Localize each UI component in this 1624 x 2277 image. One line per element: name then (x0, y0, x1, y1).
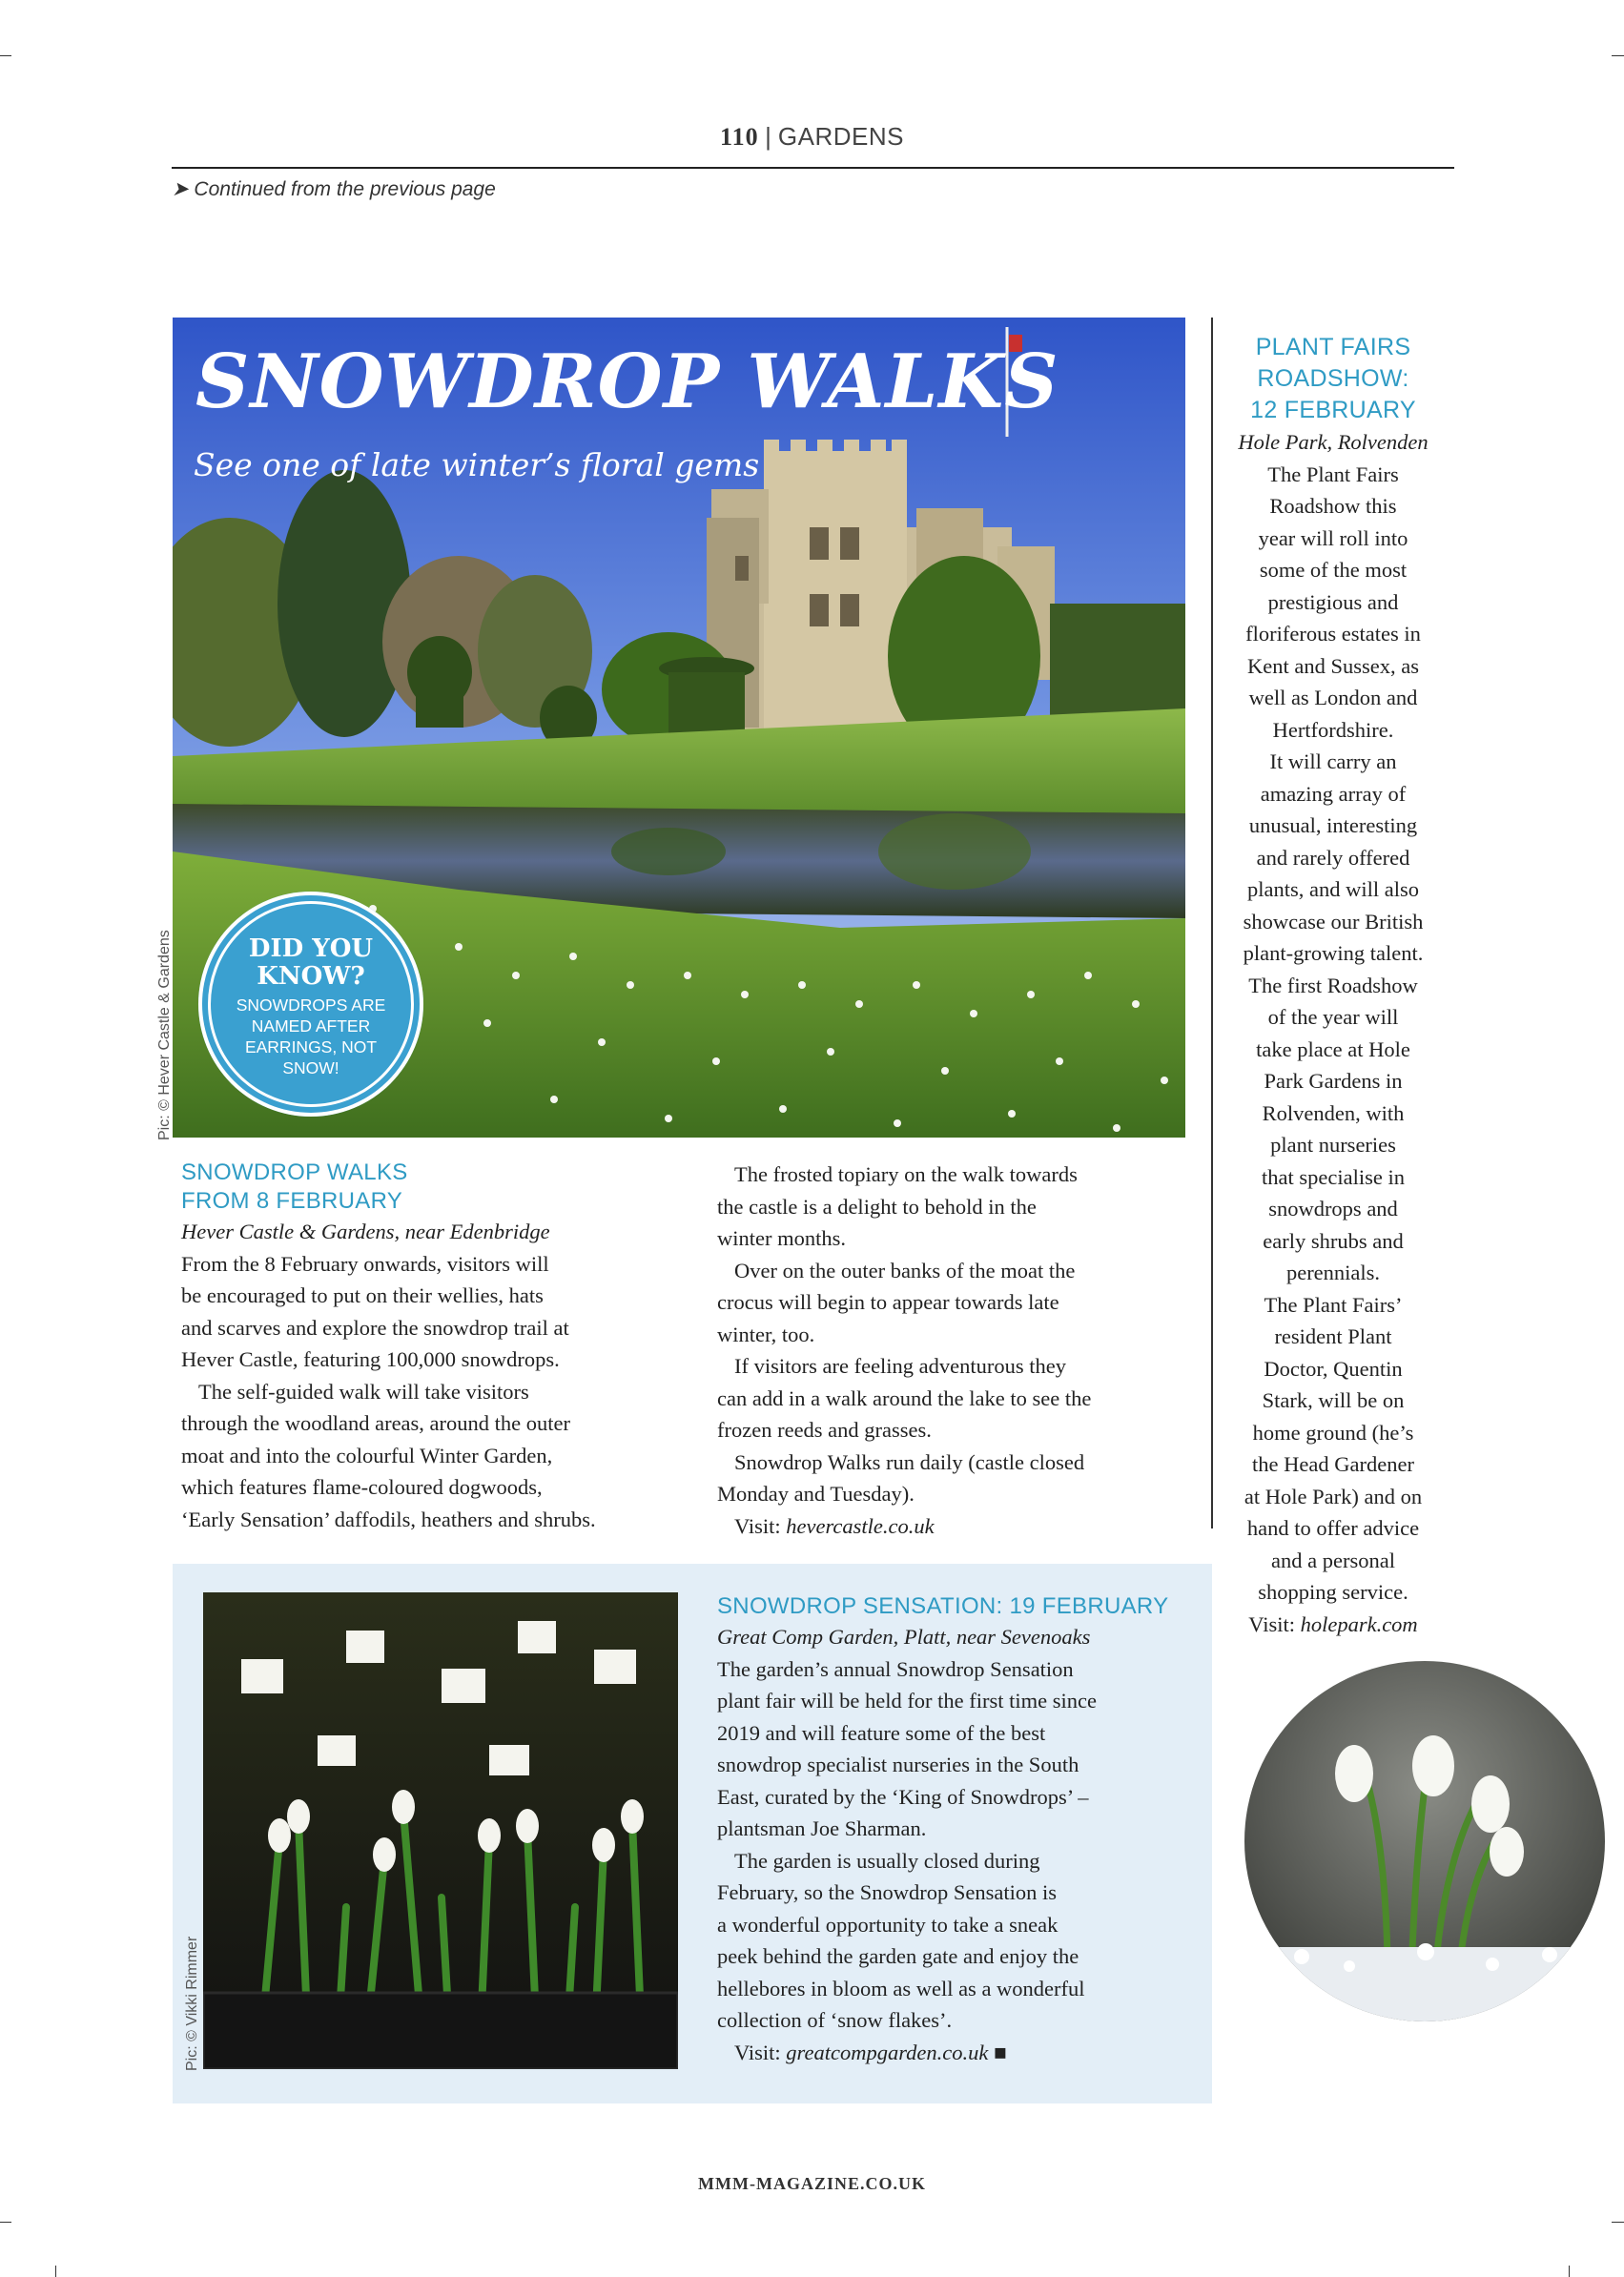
walks-text-line: the castle is a delight to behold in the (717, 1194, 1037, 1219)
sensation-article (717, 1592, 1213, 2068)
sensation-text-line: hellebores in bloom as well as a wonderful (717, 1976, 1085, 2000)
walks-text-line: and scarves and explore the snowdrop trail at (181, 1315, 569, 1340)
plant-fairs-text-line: well as London and (1248, 686, 1418, 709)
plant-fairs-text-line: showcase our British (1243, 909, 1424, 933)
sensation-visit (717, 2037, 1213, 2069)
plant-fairs-text-line: The first Roadshow (1248, 973, 1418, 997)
walks-text-line: Hever Castle, featuring 100,000 snowdrops. (181, 1347, 560, 1371)
sensation-text-line: 2019 and will feature some of the best (717, 1720, 1046, 1745)
plant-fairs-heading-line1: PLANT FAIRS (1255, 334, 1411, 360)
sensation-text-line: collection of ‘snow flakes’. (717, 2008, 953, 2032)
walks-text-line: can add in a walk around the lake to see the (717, 1385, 1092, 1410)
sensation-text-line: plantsman Joe Sharman. (717, 1816, 927, 1840)
crop-mark (0, 2222, 11, 2223)
plant-fairs-text-line: hand to offer advice (1246, 1516, 1420, 1540)
plant-fairs-text-line: amazing array of (1260, 781, 1407, 806)
sensation-photo (203, 1592, 678, 2069)
plant-fairs-location: Hole Park, Rolvenden (1238, 430, 1429, 454)
walks-text-line: through the woodland areas, around the outer (181, 1411, 570, 1435)
walks-text-line: which features flame-coloured dogwoods, (181, 1475, 543, 1499)
plant-fairs-text-line: The Plant Fairs’ (1264, 1292, 1403, 1317)
walks-article (181, 1159, 677, 1535)
continued-note: ➤ Continued from the previous page (172, 178, 496, 200)
plant-fairs-text-line: resident Plant (1274, 1324, 1392, 1348)
plant-fairs-text-line: of the year will (1267, 1005, 1399, 1029)
sensation-visit-label: Visit: (734, 2040, 781, 2064)
crop-mark (1612, 2222, 1624, 2223)
sensation-photo-credit: Pic: © Vikki Rimmer (184, 1936, 200, 2071)
plant-fairs-text-line: prestigious and (1267, 589, 1399, 614)
plant-fairs-text-line: The Plant Fairs (1267, 462, 1399, 486)
sensation-text-line: East, curated by the ‘King of Snowdrops’ – (717, 1784, 1089, 1809)
plant-fairs-text-line: some of the most (1259, 558, 1408, 582)
snowdrop-flower-illustration (1244, 1661, 1605, 2021)
walks-text-line: From the 8 February onwards, visitors will (181, 1251, 549, 1276)
hero-subtitle: See one of late winter’s floral gems (194, 446, 760, 483)
page-number: 110 (720, 123, 759, 151)
badge-text-line: SNOWDROPS ARE (236, 995, 386, 1015)
sensation-heading: SNOWDROP SENSATION: 19 FEBRUARY (717, 1593, 1169, 1619)
plant-fairs-text-line: year will roll into (1258, 525, 1408, 550)
badge-heading-line1: DID YOU (248, 934, 374, 963)
walks-text-line: be encouraged to put on their wellies, hats (181, 1283, 544, 1307)
sensation-text-line: plant fair will be held for the first time since (717, 1689, 1098, 1713)
plant-fairs-text-line: plants, and will also (1247, 877, 1419, 901)
plant-fairs-heading-line3: 12 FEBRUARY (1250, 397, 1416, 423)
walks-heading-line1: SNOWDROP WALKS (181, 1159, 408, 1185)
page-folio (0, 122, 1624, 152)
snowdrop-pots-illustration (203, 1592, 678, 2069)
sensation-text-line: a wonderful opportunity to take a sneak (717, 1912, 1059, 1937)
column-divider (1211, 318, 1213, 1528)
walks-text-line: winter months. (717, 1226, 846, 1250)
plant-fairs-text-line: snowdrops and (1268, 1197, 1398, 1221)
folio-separator: | (765, 122, 772, 151)
did-you-know-badge (198, 892, 423, 1117)
crop-mark (55, 2266, 56, 2277)
walks-heading-line2: FROM 8 FEBRUARY (181, 1188, 403, 1214)
plant-fairs-text-line: and rarely offered (1256, 845, 1410, 870)
plant-fairs-text-line: Stark, will be on (1262, 1388, 1405, 1412)
plant-fairs-article (1234, 332, 1432, 1640)
badge-text-line: SNOW! (282, 1058, 339, 1077)
walks-text-line: Snowdrop Walks run daily (castle closed (734, 1449, 1085, 1474)
plant-fairs-text-line: take place at Hole (1256, 1036, 1410, 1061)
plant-fairs-text-line: floriferous estates in (1245, 622, 1421, 646)
sensation-text-line: peek behind the garden gate and enjoy the (717, 1944, 1079, 1968)
walks-text-line: Over on the outer banks of the moat the (734, 1258, 1076, 1282)
section-name: GARDENS (777, 122, 904, 151)
walks-text-line: crocus will begin to appear towards late (717, 1290, 1059, 1314)
plant-fairs-heading-line2: ROADSHOW: (1257, 365, 1409, 392)
plant-fairs-text-line: Rolvenden, with (1262, 1100, 1405, 1125)
snowdrop-circle-photo (1244, 1661, 1605, 2021)
plant-fairs-text-line: that specialise in (1262, 1164, 1405, 1189)
crop-mark (1569, 2266, 1570, 2277)
walks-location: Hever Castle & Gardens, near Edenbridge (181, 1220, 550, 1243)
crop-mark (1612, 55, 1624, 56)
end-mark: ■ (993, 2040, 1007, 2064)
plant-fairs-text-line: Doctor, Quentin (1264, 1356, 1403, 1381)
sensation-text-line: The garden is usually closed during (734, 1848, 1040, 1873)
hero-photo-credit: Pic: © Hever Castle & Gardens (156, 930, 173, 1140)
plant-fairs-text-line: and a personal (1271, 1548, 1395, 1572)
plant-fairs-text-line: Hertfordshire. (1272, 717, 1394, 742)
plant-fairs-visit-label: Visit: (1248, 1611, 1295, 1636)
plant-fairs-text-line: plant nurseries (1270, 1133, 1396, 1157)
plant-fairs-text-line: early shrubs and (1263, 1228, 1404, 1253)
walks-article-col2 (717, 1159, 1194, 1542)
walks-text-line: Monday and Tuesday). (717, 1482, 915, 1506)
sensation-location: Great Comp Garden, Platt, near Sevenoaks (717, 1625, 1091, 1649)
hero-title: SNOWDROP WALKS (195, 338, 1059, 425)
hero-photo (173, 318, 1185, 1138)
walks-text-line: The self-guided walk will take visitors (198, 1379, 529, 1404)
walks-visit-label: Visit: (734, 1513, 781, 1538)
plant-fairs-text-line: plant-growing talent. (1243, 941, 1424, 965)
plant-fairs-text-line: unusual, interesting (1248, 813, 1418, 837)
walks-text-line: winter, too. (717, 1322, 815, 1346)
plant-fairs-visit-link[interactable]: holepark.com (1300, 1611, 1418, 1636)
plant-fairs-text-line: perennials. (1285, 1261, 1381, 1284)
sensation-text-line: The garden’s annual Snowdrop Sensation (717, 1656, 1074, 1681)
plant-fairs-text-line: Roadshow this (1269, 494, 1397, 518)
sensation-text-line: February, so the Snowdrop Sensation is (717, 1880, 1058, 1904)
badge-heading-line2: KNOW? (257, 962, 365, 991)
sensation-visit-link[interactable]: greatcompgarden.co.uk (786, 2040, 989, 2064)
plant-fairs-text-line: shopping service. (1258, 1580, 1408, 1604)
walks-text-line: If visitors are feeling adventurous they (734, 1354, 1067, 1378)
walks-text-line: frozen reeds and grasses. (717, 1418, 932, 1442)
crop-mark (0, 55, 11, 56)
plant-fairs-visit (1234, 1609, 1432, 1641)
plant-fairs-text-line: Park Gardens in (1264, 1069, 1403, 1093)
plant-fairs-text-line: at Hole Park) and on (1244, 1484, 1423, 1508)
footer-site: MMM-MAGAZINE.CO.UK (698, 2174, 926, 2193)
walks-text-line: moat and into the colourful Winter Garden, (181, 1443, 553, 1467)
badge-text-line: NAMED AFTER (251, 1016, 371, 1036)
plant-fairs-text-line: Kent and Sussex, as (1247, 653, 1419, 678)
plant-fairs-text-line: home ground (he’s (1252, 1420, 1414, 1445)
plant-fairs-text-line: It will carry an (1269, 749, 1397, 773)
plant-fairs-text-line: the Head Gardener (1252, 1452, 1414, 1476)
header-rule (172, 167, 1454, 169)
walks-text-line: ‘Early Sensation’ daffodils, heathers and shrubs. (181, 1507, 596, 1531)
sensation-text-line: snowdrop specialist nurseries in the South (717, 1753, 1079, 1776)
walks-visit (717, 1510, 1194, 1543)
walks-visit-link[interactable]: hevercastle.co.uk (786, 1513, 935, 1538)
badge-text-line: EARRINGS, NOT (244, 1037, 378, 1056)
walks-text-line: The frosted topiary on the walk towards (734, 1162, 1078, 1186)
